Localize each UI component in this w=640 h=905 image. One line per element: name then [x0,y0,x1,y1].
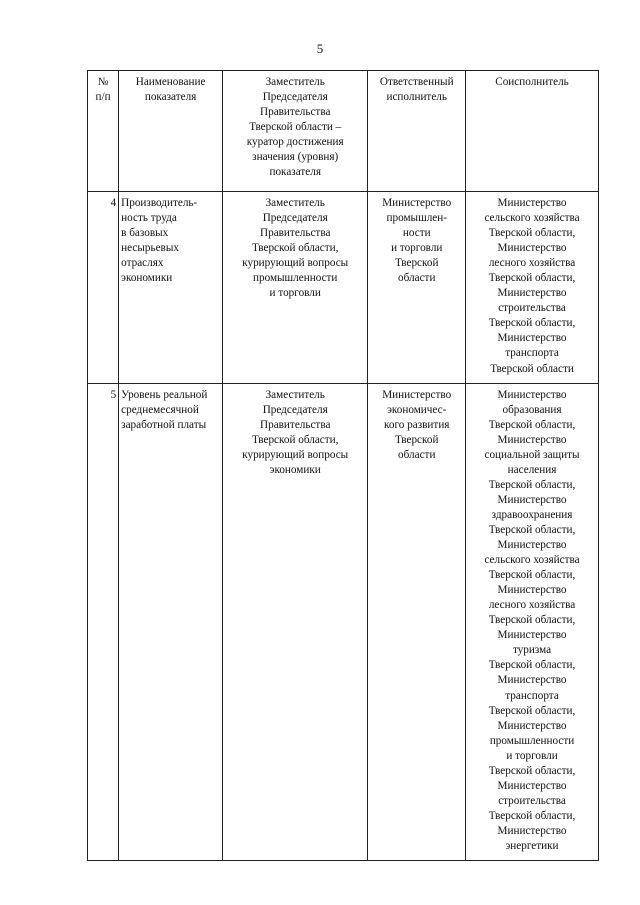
header-co-executor [466,71,599,192]
text-line: Тверской области, [488,764,576,777]
text-line: Министерство [497,674,567,687]
header-number [88,71,119,192]
text-line: Министерство [497,433,567,446]
text-line: Тверской области, [251,433,339,446]
indicator-table [87,70,599,861]
text-line: Заместитель [265,197,325,209]
text-line: Тверской области, [488,704,576,717]
indicator-name [119,192,223,384]
text-line: Наименование [135,76,206,88]
text-line: экономичес- [387,403,447,416]
text-line: транспорта [505,347,559,360]
text-line: Правительства [260,106,331,119]
text-line: заработной платы [121,418,207,431]
text-line: Министерство [382,197,452,209]
header-deputy-curator [223,71,368,192]
text-line: промышленности [489,734,575,747]
text-line: Тверской области, [488,809,576,822]
text-line: Председателя [262,212,328,225]
text-line: среднемесячной [121,403,199,416]
text-line: промышленности [253,272,338,285]
text-line: строительства [498,302,566,315]
text-line: Министерство [497,388,567,401]
text-line: в базовых [121,227,169,240]
text-line: Председателя [262,91,328,104]
table-header-row [88,71,599,192]
text-line: Тверской области, [488,659,576,672]
text-line: Ответственный [379,76,454,88]
text-line: Тверской области, [488,569,576,582]
text-line: социальной защиты [484,448,580,461]
deputy-curator [223,383,368,860]
text-line: сельского хозяйства [484,554,580,567]
text-line: лесного хозяйства [488,257,576,270]
text-line: Правительства [260,227,331,240]
text-line: значения (уровня) [252,151,339,164]
text-line: и торговли [506,749,558,762]
text-line: показателя [269,166,321,179]
text-line: Заместитель [265,76,325,88]
text-line: Министерство [497,287,567,300]
text-line: Министерство [497,719,567,732]
text-line: Тверской области, [488,272,576,285]
text-line: Тверской области, [488,317,576,330]
text-line: Тверской области [490,362,574,375]
header-indicator-name [119,71,223,192]
text-line: Министерство [497,197,567,209]
text-line: строительства [498,794,566,807]
text-line: образования [502,403,562,416]
text-line: Тверской [395,433,439,446]
text-line: Министерство [497,824,567,837]
text-line: области [398,448,436,461]
text-line: и торговли [391,242,443,255]
text-line: области [398,272,436,285]
responsible-executor [368,192,466,384]
text-line: Министерство [497,493,567,506]
text-line: экономики [121,272,173,285]
text-line: Соисполнитель [495,76,569,88]
text-line: куратор достижения [246,136,344,149]
text-line: сельского хозяйства [484,212,580,225]
text-line: энергетики [505,839,559,852]
text-line: транспорта [505,689,559,702]
responsible-executor [368,383,466,860]
text-line: несырьевых [121,242,179,255]
text-line: Тверской области, [488,614,576,627]
text-line: экономики [269,463,321,476]
text-line: отраслях [121,257,164,270]
text-line: Производитель- [121,197,198,209]
text-line: Тверской области, [488,418,576,431]
text-line: Тверской области, [251,242,339,255]
table-row [88,192,599,384]
text-line: Министерство [382,388,452,401]
text-line: № [97,76,109,88]
text-line: лесного хозяйства [488,599,576,612]
text-line: здравоохранения [491,508,573,521]
text-line: Министерство [497,584,567,597]
row-number: 5 [88,383,119,860]
text-line: Министерство [497,779,567,792]
text-line: Заместитель [265,388,325,401]
text-line: Председателя [262,403,328,416]
text-line: туризма [512,644,552,657]
text-line: курирующий вопросы [242,257,349,270]
text-line: показателя [144,91,197,104]
text-line: Министерство [497,539,567,552]
indicator-name [119,383,223,860]
deputy-curator [223,192,368,384]
header-responsible-executor [368,71,466,192]
text-line: п/п [95,91,111,104]
text-line: населения [507,463,557,476]
text-line: Министерство [497,332,567,345]
text-line: Уровень реальной [121,388,208,401]
text-line: Тверской области – [249,121,342,134]
table-row [88,383,599,860]
co-executor [466,192,599,384]
row-number: 4 [88,192,119,384]
text-line: исполнитель [386,91,447,104]
text-line: Тверской области, [488,478,576,491]
text-line: Тверской [395,257,439,270]
text-line: промышлен- [386,212,447,225]
text-line: ность труда [121,212,177,225]
text-line: и торговли [269,287,321,300]
text-line: Тверской области, [488,227,576,240]
text-line: Министерство [497,629,567,642]
text-line: ности [402,227,431,240]
co-executor [466,383,599,860]
page-number: 5 [316,41,324,56]
text-line: Правительства [260,418,331,431]
text-line: курирующий вопросы [242,448,349,461]
text-line: Тверской области, [488,523,576,536]
text-line: кого развития [384,418,450,431]
text-line: Министерство [497,242,567,255]
